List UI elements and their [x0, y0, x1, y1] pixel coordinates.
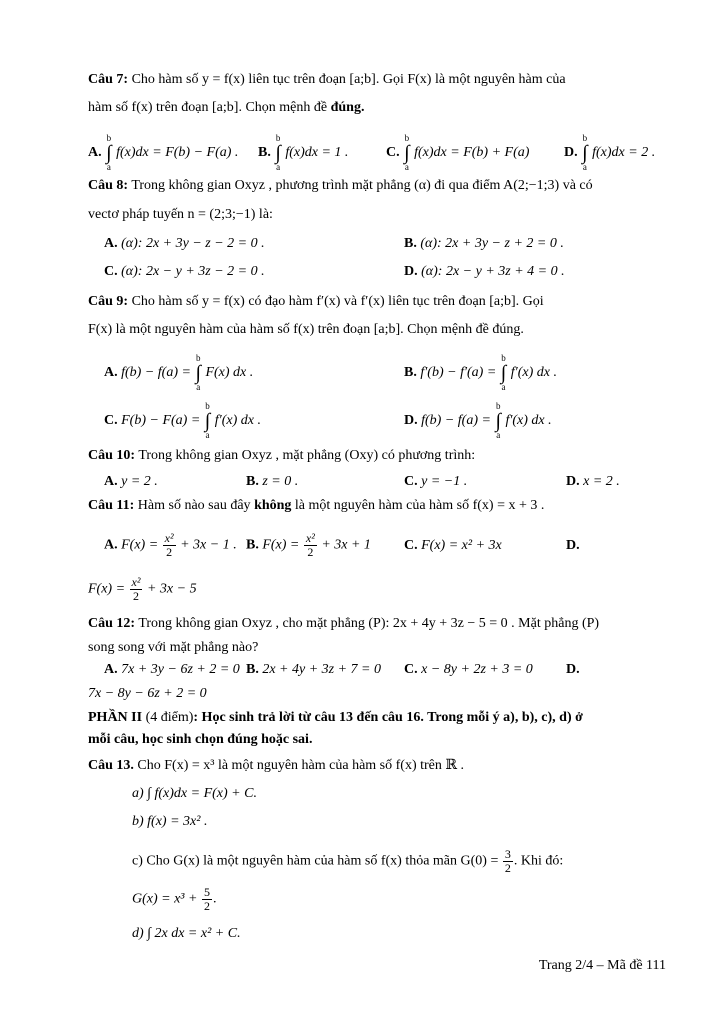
q10-opt-a-text: y = 2 . — [121, 474, 158, 489]
page-footer: Trang 2/4 – Mã đề 111 — [538, 958, 666, 973]
q12-option-d-label-cell — [566, 660, 580, 680]
q10-option-a — [104, 472, 158, 492]
q8-opt-a-text: (α): 2x + 3y − z − 2 = 0 . — [121, 236, 265, 251]
q13-c-line2-lhs: G(x) = x³ + — [132, 891, 198, 907]
q12-opt-d-text: 7x − 8y − 6z + 2 = 0 — [88, 686, 207, 701]
q13-item-c — [132, 848, 672, 875]
q9-text2: F(x) là một nguyên hàm của hàm số f(x) trên đoạn [a;b]. Chọn mệnh đề đúng. — [88, 322, 524, 337]
q7-label: Câu 7: — [88, 72, 129, 87]
q12-opt-c-label: C. — [404, 662, 418, 677]
fraction-den: 2 — [203, 899, 210, 913]
q13-item-c-line2: G(x) = x³ + $\frac{5}{2}$ . — [132, 885, 217, 913]
q7-line2 — [88, 98, 672, 118]
q9-opt-b-label: B. — [404, 365, 417, 381]
part2-title-line2 — [88, 730, 672, 750]
q10-option-b — [246, 472, 298, 492]
q12-opt-b-label: B. — [246, 662, 259, 677]
part2-points: (4 điểm) — [145, 710, 194, 725]
q10-opt-a-label: A. — [104, 474, 118, 489]
q9-label: Câu 9: — [88, 294, 129, 309]
q8-option-a — [104, 234, 265, 254]
q9-option-a — [104, 354, 253, 392]
q12-line2 — [88, 638, 672, 658]
q7-option-d — [564, 134, 655, 172]
q8-line2 — [88, 205, 672, 225]
q9-opt-d-label: D. — [404, 413, 418, 429]
q11-opt-b-lhs: F(x) = — [262, 537, 300, 553]
integral-sign: b ∫ a — [195, 353, 201, 392]
q7-opt-c-label: C. — [386, 145, 400, 161]
q11-opt-c-text: F(x) = x² + 3x — [421, 538, 502, 553]
fraction-num: x² — [164, 531, 174, 545]
q11-text1c: là một nguyên hàm của hàm số f(x) = x + 3 . — [294, 498, 545, 513]
q12-opt-c-text: x − 8y + 2z + 3 = 0 — [421, 662, 533, 677]
part2-instruction-cont: mỗi câu, học sinh chọn đúng hoặc sai. — [88, 732, 313, 747]
q7-opt-a-label: A. — [88, 145, 102, 161]
q13-c-text: c) Cho G(x) là một nguyên hàm của hàm số f(x) thỏa mãn G(0) = — [132, 853, 499, 869]
q13-b-text: b) f(x) = 3x² . — [132, 814, 208, 829]
q8-opt-c-text: (α): 2x − y + 3z − 2 = 0 . — [121, 264, 265, 279]
q10-opt-d-label: D. — [566, 474, 580, 489]
q11-option-a — [104, 532, 237, 559]
q8-opt-a-label: A. — [104, 236, 118, 251]
q8-option-b — [404, 234, 564, 254]
q7-opt-d-label: D. — [564, 145, 578, 161]
fraction-num: 5 — [203, 885, 210, 899]
q9-option-b — [404, 354, 557, 392]
q8-opt-b-text: (α): 2x + 3y − z + 2 = 0 . — [420, 236, 564, 251]
q13-d-text: d) ∫ 2x dx = x² + C. — [132, 926, 241, 941]
q11-opt-d-rhs: + 3x − 5 — [146, 581, 197, 597]
q9-opt-c-label: C. — [104, 413, 118, 429]
integral-sign: b ∫ a — [106, 133, 112, 172]
fraction — [202, 886, 212, 913]
part2-heading: PHẦN II — [88, 710, 143, 725]
q7-text2-bold: đúng. — [330, 100, 365, 115]
q8-line1 — [88, 176, 672, 196]
fraction-den: 2 — [307, 545, 314, 559]
q13-item-a — [132, 784, 672, 804]
q10-opt-b-label: B. — [246, 474, 259, 489]
q13-text1: Cho F(x) = x³ là một nguyên hàm của hàm số f(x) trên ℝ . — [137, 758, 465, 773]
q10-opt-b-text: z = 0 . — [262, 474, 299, 489]
q10-text1: Trong không gian Oxyz , mặt phẳng (Oxy) có phương trình: — [138, 448, 476, 463]
q7-opt-d-text: f(x)dx = 2 . — [592, 145, 656, 161]
q8-opt-d-label: D. — [404, 264, 418, 279]
fraction-den: 2 — [166, 545, 173, 559]
q8-label: Câu 8: — [88, 178, 129, 193]
fraction — [503, 848, 513, 875]
q8-text1: Trong không gian Oxyz , phương trình mặt phẳng (α) đi qua điểm A(2;−1;3) và có — [131, 178, 593, 193]
integral-sign: b ∫ a — [582, 133, 588, 172]
q9-line1 — [88, 292, 672, 312]
part2-instruction: : Học sinh trả lời từ câu 13 đến câu 16. Trong mỗi ý a), b), c), d) ở — [193, 710, 583, 725]
q9-opt-b-rhs: f′(x) dx . — [510, 365, 557, 381]
q9-opt-c-rhs: f′(x) dx . — [214, 413, 261, 429]
q12-option-c — [404, 660, 533, 680]
q9-opt-d-lhs: f(b) − f(a) = — [421, 413, 491, 429]
q9-opt-d-rhs: f′(x) dx . — [505, 413, 552, 429]
integral-sign: b ∫ a — [204, 401, 211, 440]
q7-text1: Cho hàm số y = f(x) liên tục trên đoạn [a;b]. Gọi F(x) là một nguyên hàm của — [131, 72, 566, 87]
q7-opt-c-text: f(x)dx = F(b) + F(a) — [414, 145, 530, 161]
q12-option-a — [104, 660, 240, 680]
fraction — [163, 532, 176, 559]
q10-opt-d-text: x = 2 . — [583, 474, 620, 489]
q11-option-d-label-cell — [566, 536, 580, 556]
q10-opt-c-label: C. — [404, 474, 418, 489]
q8-option-c — [104, 262, 265, 282]
q9-opt-b-lhs: f′(b) − f′(a) = — [420, 365, 497, 381]
q12-opt-a-label: A. — [104, 662, 118, 677]
q11-opt-c-label: C. — [404, 538, 418, 553]
fraction-den: 2 — [133, 589, 140, 603]
q10-opt-c-text: y = −1 . — [421, 474, 468, 489]
integral-sign: b ∫ a — [495, 401, 501, 440]
q10-label: Câu 10: — [88, 448, 136, 463]
q12-option-b — [246, 660, 381, 680]
part2-title-line1 — [88, 708, 672, 728]
q9-opt-a-rhs: F(x) dx . — [205, 365, 254, 381]
q13-label: Câu 13. — [88, 758, 134, 773]
q11-opt-b-label: B. — [246, 537, 259, 553]
q13-a-text: a) ∫ f(x)dx = F(x) + C. — [132, 786, 257, 801]
q7-line1 — [88, 70, 672, 90]
q9-opt-a-label: A. — [104, 365, 118, 381]
q11-label: Câu 11: — [88, 498, 135, 513]
q13-item-d — [132, 924, 672, 944]
q8-text2: vectơ pháp tuyến n = (2;3;−1) là: — [88, 207, 273, 222]
q7-option-a — [88, 134, 238, 172]
q12-opt-b-text: 2x + 4y + 3z + 7 = 0 — [262, 662, 382, 677]
q10-option-c — [404, 472, 467, 492]
fraction — [304, 532, 317, 559]
q7-option-b — [258, 134, 348, 172]
q7-text2: hàm số f(x) trên đoạn [a;b]. Chọn mệnh đề — [88, 100, 328, 115]
q12-option-d — [88, 684, 207, 704]
q9-option-d — [404, 402, 552, 440]
q11-text1b: không — [254, 498, 292, 513]
q11-opt-a-rhs: + 3x − 1 . — [180, 537, 237, 553]
q11-opt-d-lhs: F(x) = — [88, 581, 126, 597]
q8-opt-b-label: B. — [404, 236, 417, 251]
q8-option-d — [404, 262, 565, 282]
integral-sign: b ∫ a — [500, 353, 507, 392]
integral-sign: b ∫ a — [404, 133, 410, 172]
q13-c-tail: . Khi đó: — [513, 853, 564, 869]
q11-text1a: Hàm số nào sau đây — [137, 498, 251, 513]
fraction-num: x² — [305, 531, 315, 545]
q7-opt-b-text: f(x)dx = 1 . — [285, 145, 349, 161]
q12-line1 — [88, 614, 672, 634]
fraction-num: 3 — [504, 847, 511, 861]
q11-opt-a-label: A. — [104, 537, 118, 553]
q11-opt-a-lhs: F(x) = — [121, 537, 159, 553]
q7-option-c — [386, 134, 529, 172]
q9-opt-a-lhs: f(b) − f(a) = — [121, 365, 191, 381]
q8-opt-d-text: (α): 2x − y + 3z + 4 = 0 . — [421, 264, 565, 279]
q11-option-b — [246, 532, 371, 559]
q11-line1 — [88, 496, 672, 516]
q12-text2: song song với mặt phẳng nào? — [88, 640, 259, 655]
fraction-den: 2 — [504, 861, 511, 875]
integral-sign: b ∫ a — [275, 133, 281, 172]
fraction — [130, 576, 143, 603]
q13-line1 — [88, 756, 672, 776]
q9-text1: Cho hàm số y = f(x) có đạo hàm f′(x) và f′(x) liên tục trên đoạn [a;b]. Gọi — [131, 294, 544, 309]
q11-option-c — [404, 536, 502, 556]
q13-item-b — [132, 812, 672, 832]
fraction-num: x² — [131, 575, 141, 589]
q10-line1 — [88, 446, 672, 466]
q9-option-c — [104, 402, 261, 440]
q8-opt-c-label: C. — [104, 264, 118, 279]
q11-option-d — [88, 576, 197, 603]
q7-opt-a-text: f(x)dx = F(b) − F(a) . — [116, 145, 239, 161]
q12-text1: Trong không gian Oxyz , cho mặt phẳng (P): 2x + 4y + 3z − 5 = 0 . Mặt phẳng (P) — [138, 616, 600, 631]
q9-opt-c-lhs: F(b) − F(a) = — [121, 413, 201, 429]
q11-opt-d-label: D. — [566, 538, 580, 553]
q7-opt-b-label: B. — [258, 145, 271, 161]
q9-line2 — [88, 320, 672, 340]
q12-label: Câu 12: — [88, 616, 136, 631]
q11-opt-b-rhs: + 3x + 1 — [321, 537, 371, 553]
q12-opt-a-text: 7x + 3y − 6z + 2 = 0 — [121, 662, 240, 677]
q10-option-d — [566, 472, 620, 492]
q12-opt-d-label: D. — [566, 662, 580, 677]
